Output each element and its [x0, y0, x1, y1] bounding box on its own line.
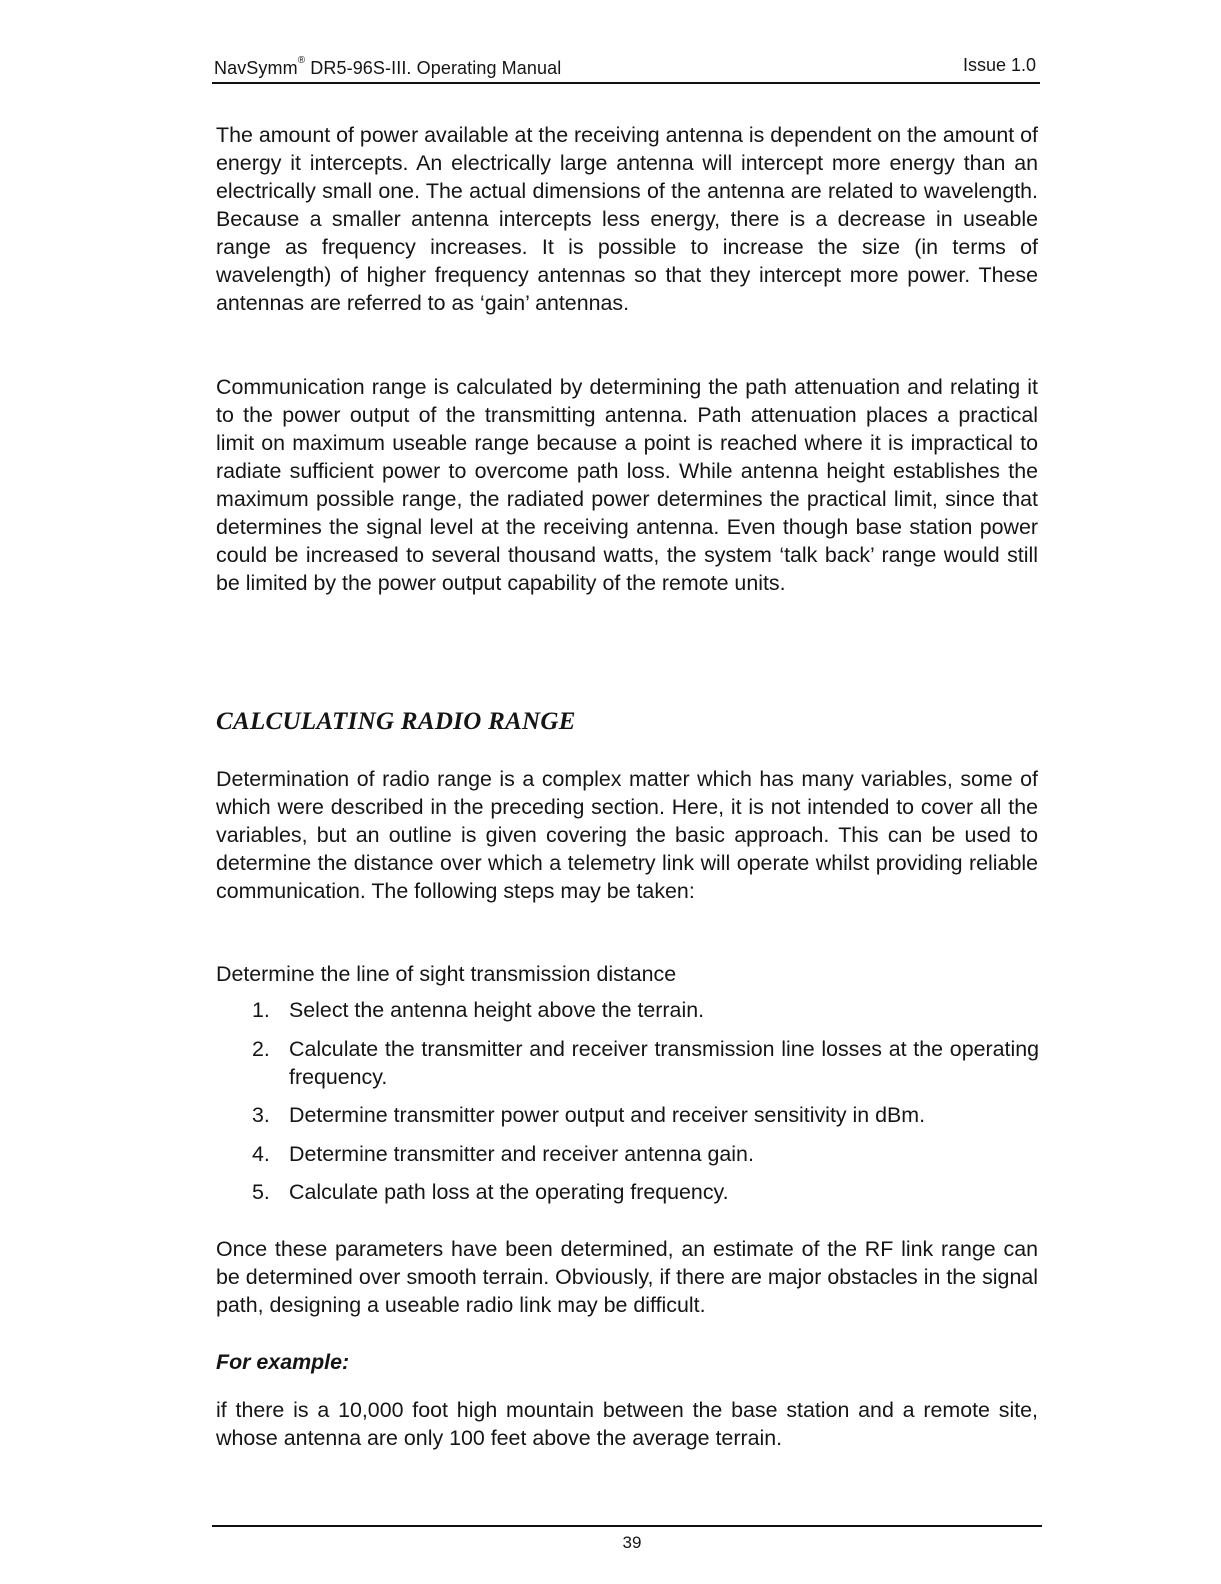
paragraph-example: if there is a 10,000 foot high mountain between the base station and a remote site, whose antenna are only 100 feet above the average terrain.	[216, 1398, 1038, 1450]
step-text: Calculate path loss at the operating frequency.	[289, 1180, 729, 1204]
step-text: Calculate the transmitter and receiver transmission line losses at the operating frequency.	[289, 1036, 1039, 1089]
step-item	[252, 1101, 1039, 1129]
manual-name: DR5-96S-III. Operating Manual	[305, 58, 562, 78]
registered-mark: ®	[297, 55, 306, 66]
example-label: For example:	[216, 1350, 350, 1374]
step-item	[252, 1178, 1039, 1206]
footer-divider	[212, 1525, 1042, 1527]
page-header	[212, 52, 1040, 84]
step-number: 4.	[252, 1141, 270, 1166]
paragraph-communication-range: Communication range is calculated by determining the path attenuation and relating it to the power output of the transmitting antenna. Path attenuation places a practical limit on maximum useable range because a point is reached where it is impractical to radiate sufficient power to overcome path loss. While antenna height establishes the maximum possible range, the radiated power determines the practical limit, since that determines the signal level at the receiving antenna. Even though base station power could be increased to several thousand watts, the system ‘talk back’ range would still be limited by the power output capability of the remote units.	[216, 375, 1038, 595]
paragraph-line-of-sight: Determine the line of sight transmission distance	[216, 962, 677, 986]
brand-name: NavSymm	[214, 58, 298, 78]
step-number: 1.	[252, 998, 270, 1022]
steps-list	[252, 996, 1039, 1217]
step-text: Determine transmitter and receiver antenna gain.	[289, 1141, 754, 1166]
document-title	[214, 55, 562, 79]
step-item	[252, 996, 1039, 1024]
step-number: 5.	[252, 1180, 270, 1204]
step-item	[252, 1140, 1039, 1168]
step-number: 3.	[252, 1103, 270, 1127]
paragraph-radio-range-intro: Determination of radio range is a complex matter which has many variables, some of which were described in the preceding section. Here, it is not intended to cover all the variables, but an outline is given covering the basic approach. This can be used to determine the distance over which a telemetry link will operate whilst providing reliable communication. The following steps may be taken:	[216, 767, 1038, 903]
paragraph-rf-link-estimate: Once these parameters have been determined, an estimate of the RF link range can be determined over smooth terrain. Obviously, if there are major obstacles in the signal path, designing a useable radio link may be difficult.	[216, 1237, 1038, 1317]
paragraph-antenna-power: The amount of power available at the receiving antenna is dependent on the amount of energy it intercepts. An electrically large antenna will intercept more energy than an electrically small one. The actual dimensions of the antenna are related to wavelength. Because a smaller antenna intercepts less energy, there is a decrease in useable range as frequency increases. It is possible to increase the size (in terms of wavelength) of higher frequency antennas so that they intercept more power. These antennas are referred to as ‘gain’ antennas.	[216, 123, 1038, 315]
page-number: 39	[622, 1533, 642, 1552]
step-number: 2.	[252, 1036, 270, 1061]
section-heading: CALCULATING RADIO RANGE	[216, 708, 576, 735]
step-text: Select the antenna height above the terrain.	[289, 998, 705, 1022]
step-item	[252, 1035, 1039, 1091]
step-text: Determine transmitter power output and receiver sensitivity in dBm.	[289, 1103, 926, 1127]
issue-number: Issue 1.0	[962, 55, 1036, 75]
